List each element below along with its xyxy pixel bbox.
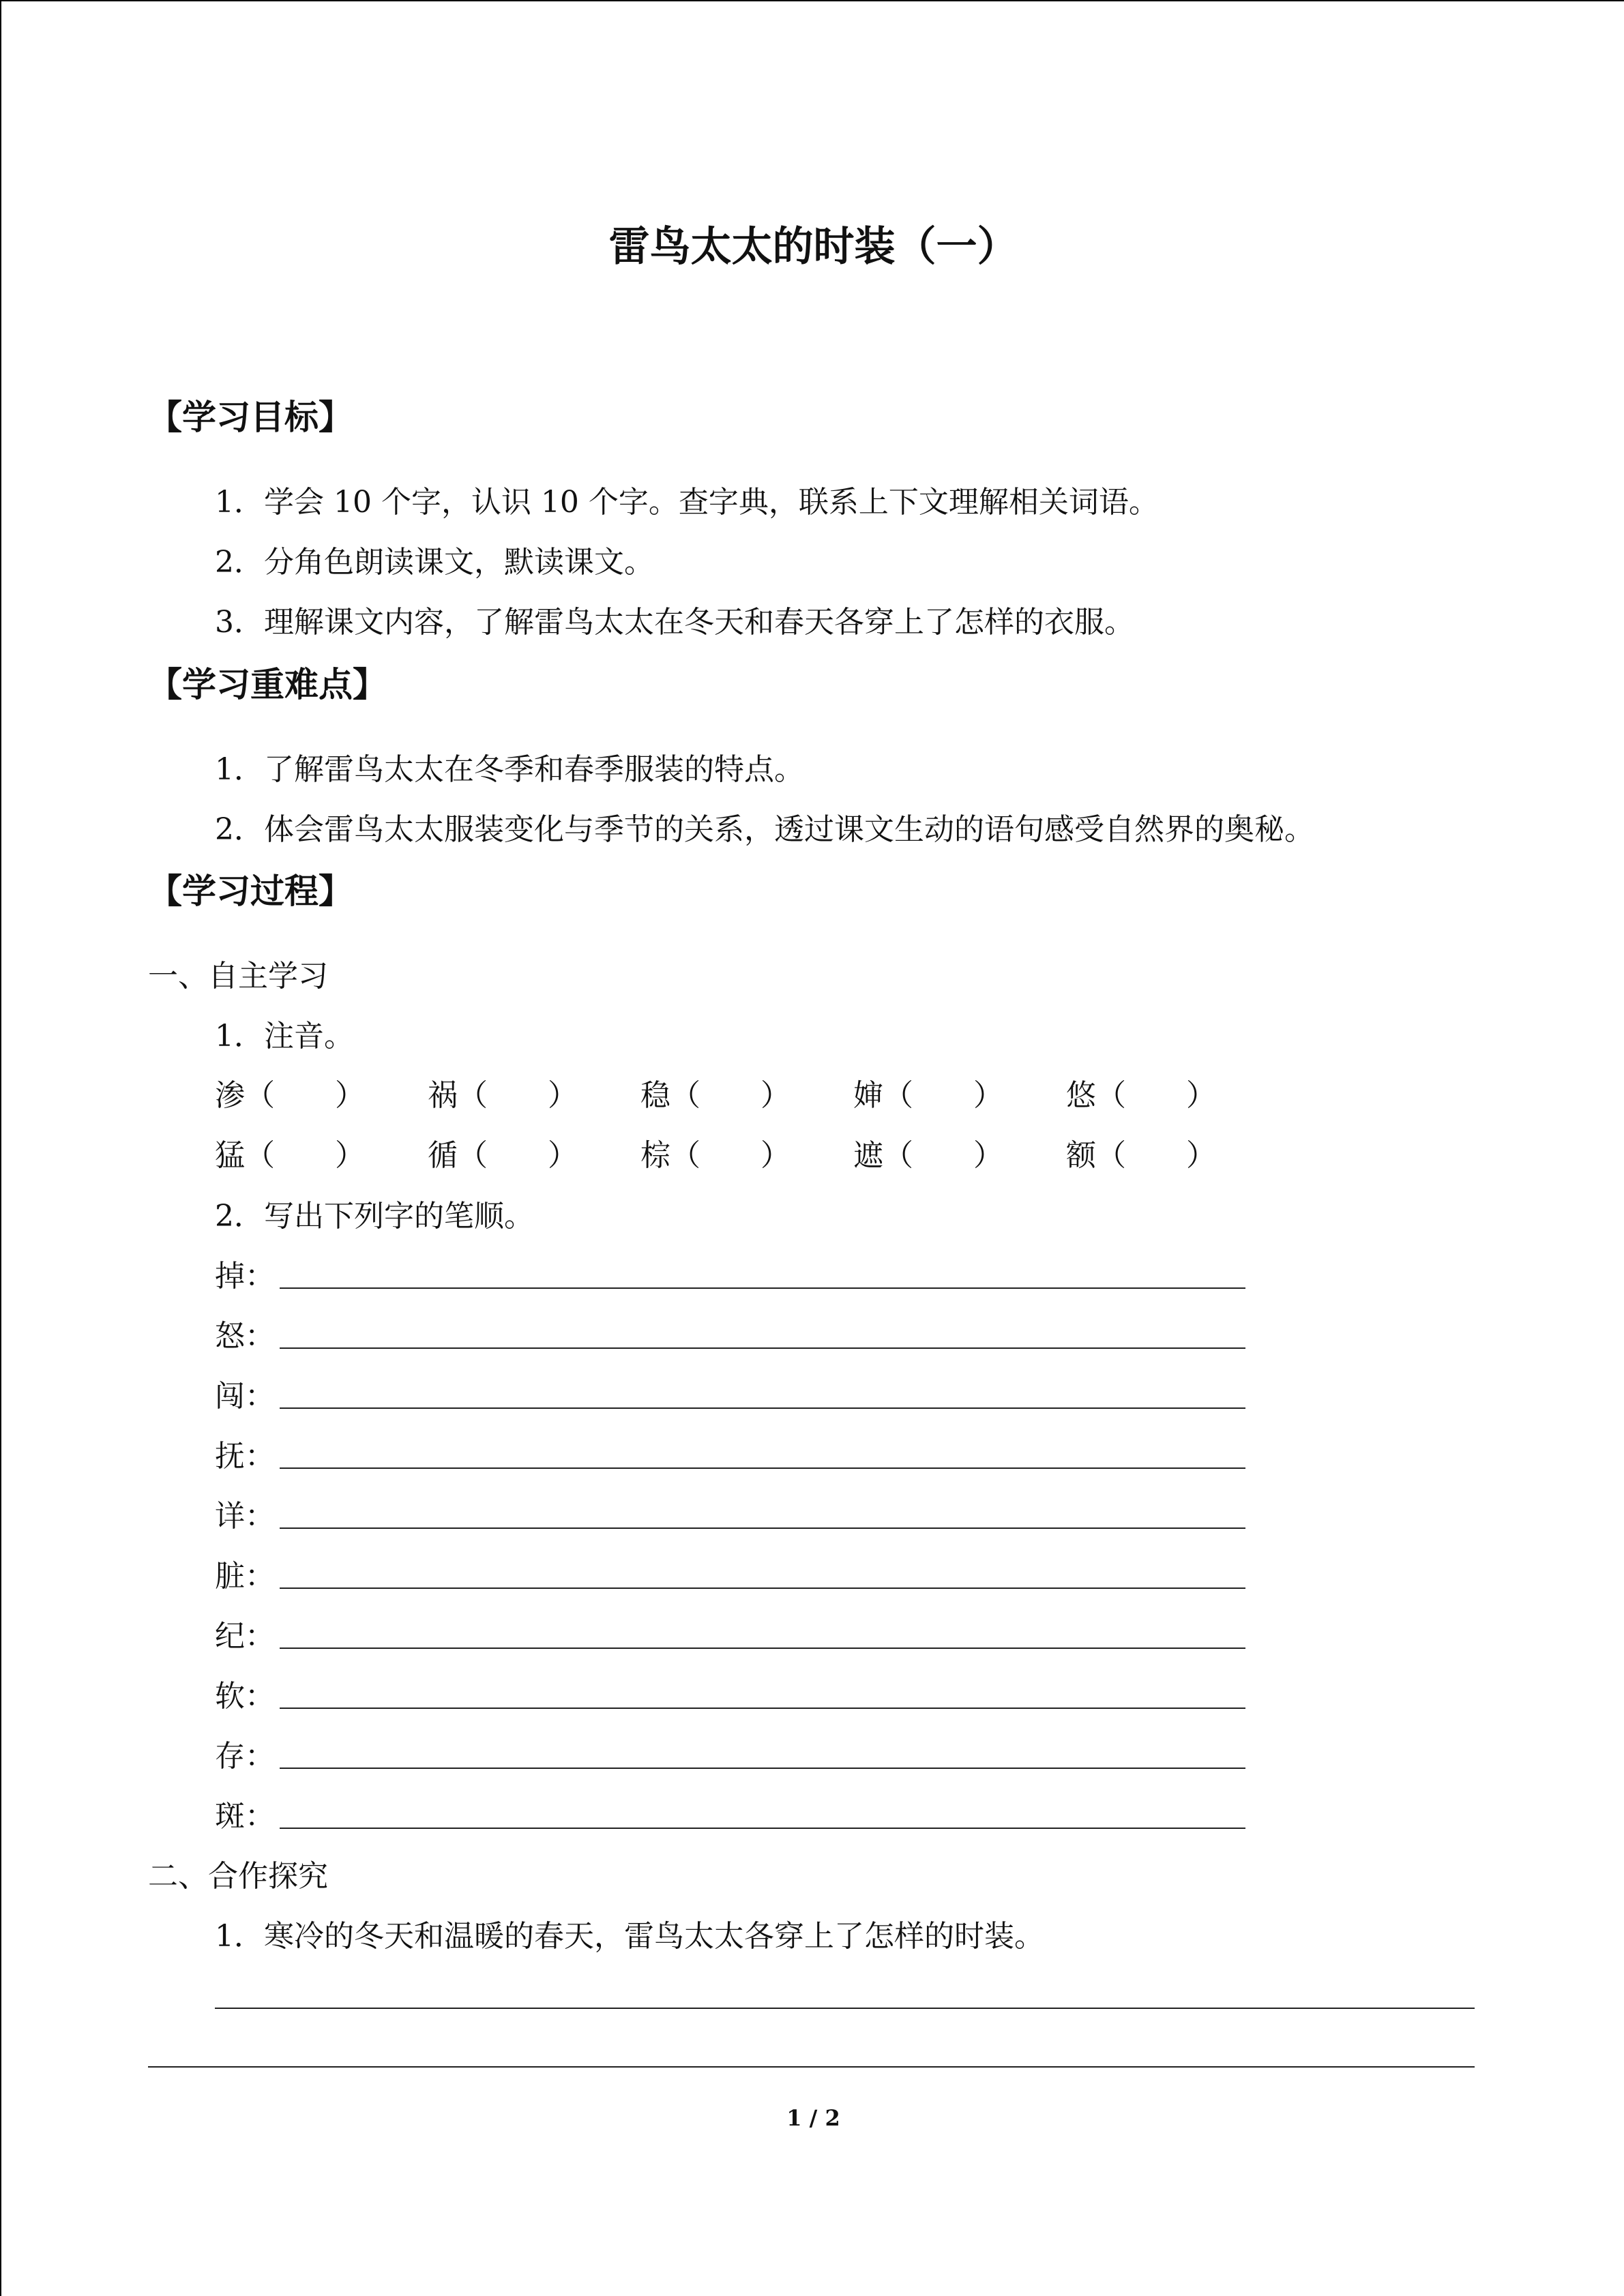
- stroke-char-label: 软：: [215, 1679, 275, 1714]
- stroke-char-label: 斑：: [215, 1799, 275, 1834]
- process-heading: 【学习过程】: [148, 871, 353, 911]
- keypoints-heading: 【学习重难点】: [148, 665, 387, 704]
- stroke-answer-line[interactable]: [280, 1347, 1245, 1349]
- stroke-char-label: 抚：: [215, 1439, 275, 1474]
- pinyin-blank[interactable]: 猛（ ）: [215, 1138, 365, 1173]
- stroke-answer-line[interactable]: [280, 1467, 1245, 1469]
- pinyin-blank[interactable]: 渗（ ）: [215, 1078, 365, 1113]
- page-title: 雷鸟太太的时装（一）: [608, 223, 1018, 271]
- stroke-answer-line[interactable]: [280, 1708, 1245, 1709]
- stroke-char-label: 怒：: [215, 1319, 275, 1354]
- goals-heading: 【学习目标】: [148, 398, 353, 437]
- goal-item-1: 1．学会 10 个字，认识 10 个字。查字典，联系上下文理解相关词语。: [215, 485, 1159, 520]
- stroke-answer-line[interactable]: [280, 1587, 1245, 1589]
- stroke-char-label: 掉：: [215, 1259, 275, 1294]
- part1-label: 一、自主学习: [148, 959, 328, 994]
- stroke-char-label: 存：: [215, 1739, 275, 1774]
- pinyin-blank[interactable]: 婶（ ）: [853, 1078, 1003, 1113]
- stroke-char-label: 闯：: [215, 1379, 275, 1414]
- pinyin-blank[interactable]: 祸（ ）: [428, 1078, 578, 1113]
- stroke-char-label: 纪：: [215, 1619, 275, 1654]
- stroke-answer-line[interactable]: [280, 1527, 1245, 1529]
- pinyin-blank[interactable]: 遮（ ）: [853, 1138, 1003, 1173]
- pinyin-blank[interactable]: 稳（ ）: [640, 1078, 791, 1113]
- stroke-answer-line[interactable]: [280, 1768, 1245, 1769]
- part1-question-1: 1．注音。: [215, 1019, 354, 1054]
- keypoint-item-1: 1．了解雷鸟太太在冬季和春季服装的特点。: [215, 752, 804, 787]
- pinyin-blank[interactable]: 棕（ ）: [640, 1138, 791, 1173]
- stroke-char-label: 脏：: [215, 1559, 275, 1594]
- pinyin-blank[interactable]: 悠（ ）: [1066, 1078, 1216, 1113]
- pinyin-blank[interactable]: 额（ ）: [1066, 1138, 1216, 1173]
- pinyin-blank[interactable]: 循（ ）: [428, 1138, 578, 1173]
- stroke-answer-line[interactable]: [280, 1648, 1245, 1649]
- footer-divider: [148, 2066, 1475, 2068]
- stroke-answer-line[interactable]: [280, 1287, 1245, 1289]
- goal-item-2: 2．分角色朗读课文，默读课文。: [215, 545, 654, 580]
- stroke-char-label: 详：: [215, 1499, 275, 1534]
- goal-item-3: 3．理解课文内容，了解雷鸟太太在冬天和春天各穿上了怎样的衣服。: [215, 605, 1134, 640]
- keypoint-item-2: 2．体会雷鸟太太服装变化与季节的关系，透过课文生动的语句感受自然界的奥秘。: [215, 812, 1314, 847]
- part2-question-1: 1．寒冷的冬天和温暖的春天，雷鸟太太各穿上了怎样的时装。: [215, 1919, 1044, 1954]
- page-number: 1 / 2: [786, 2105, 840, 2131]
- part1-question-2: 2．写出下列字的笔顺。: [215, 1199, 534, 1234]
- stroke-answer-line[interactable]: [280, 1407, 1245, 1409]
- answer-line[interactable]: [215, 2008, 1475, 2009]
- stroke-answer-line[interactable]: [280, 1828, 1245, 1829]
- part2-label: 二、合作探究: [148, 1859, 328, 1894]
